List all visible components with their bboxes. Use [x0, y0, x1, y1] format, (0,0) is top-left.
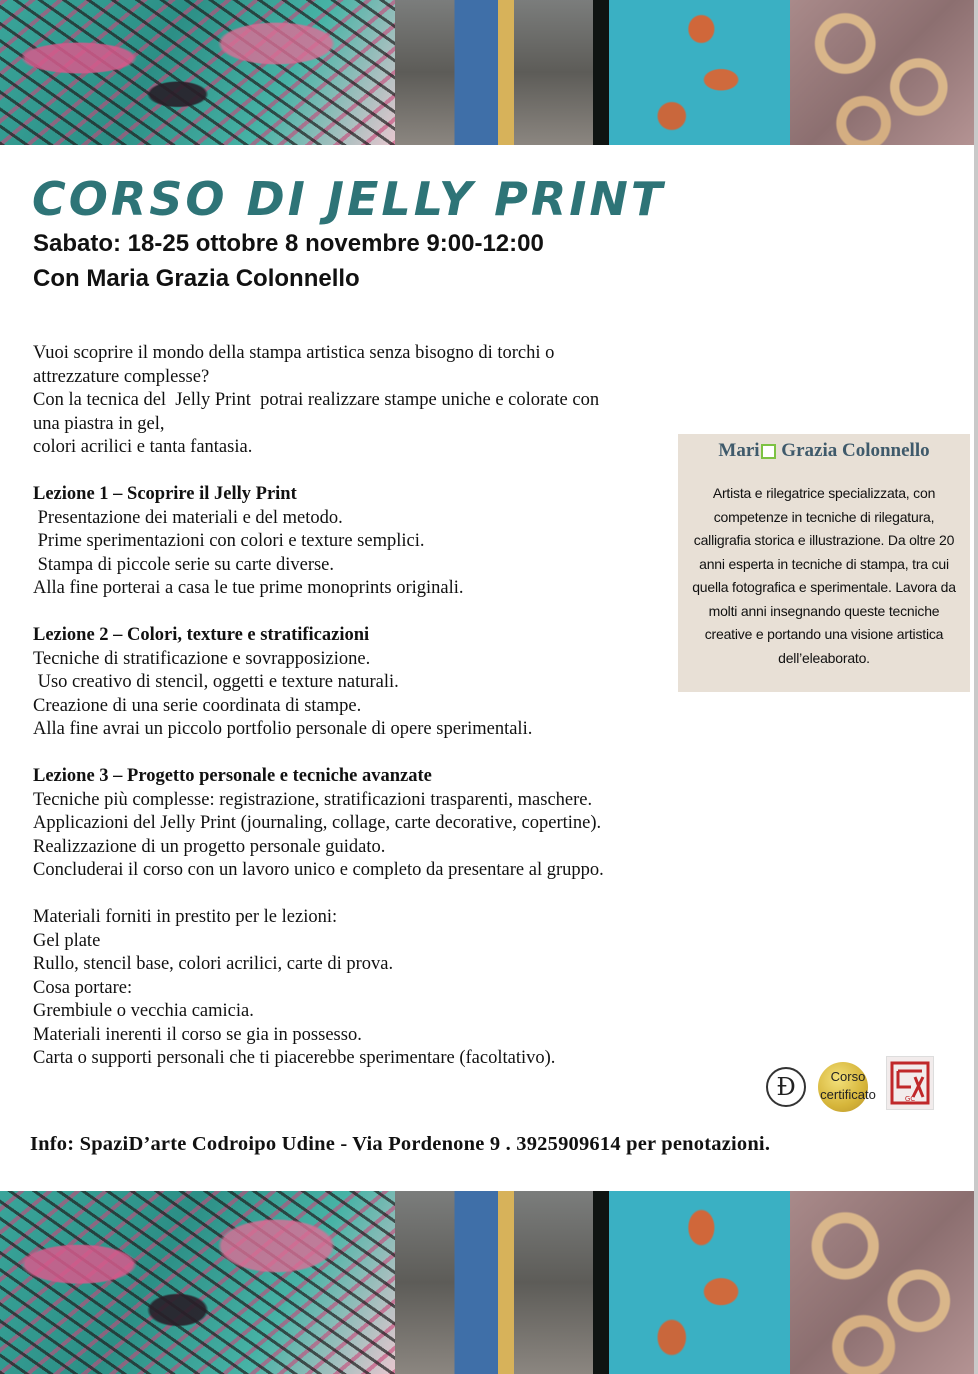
- contact-info: Info: SpaziD’arte Codroipo Udine - Via Pordenone 9 . 3925909614 per penotazioni.: [30, 1133, 771, 1155]
- intro-line: Con la tecnica del Jelly Print potrai realizzare stampe uniche e colorate con: [33, 390, 600, 410]
- bio-text: Artista e rilegatrice specializzata, con competenze in tecniche di rilegatura, calligrafia storica e illustrazione. Da oltre 20 anni esperta in tecniche di stampa, tra cui quella fotografica e sperimentale. Lavora da molti anni insegnando queste tecniche creative e portando una visione artistica dell’eleaborato.: [692, 485, 956, 666]
- seal-line: Corso: [830, 1069, 866, 1084]
- seal-line: certificato: [820, 1087, 876, 1102]
- lesson-line: Stampa di piccole serie su carte diverse.: [33, 554, 335, 575]
- materials-line: Gel plate: [33, 930, 101, 951]
- text-cursor-icon: [761, 444, 776, 459]
- lesson-line: Alla fine avrai un piccolo portfolio personale di opere sperimentali.: [33, 719, 533, 739]
- stamp-text: GC: [904, 1095, 916, 1103]
- banner-artwork-house: [395, 1191, 593, 1374]
- lesson-line: Applicazioni del Jelly Print (journaling, collage, carte decorative, copertine).: [33, 813, 602, 833]
- materials-line: Cosa portare:: [33, 977, 133, 998]
- lesson-3-title: Lezione 3 – Progetto personale e tecniche avanzate: [33, 766, 432, 786]
- lesson-line: Prime sperimentazioni con colori e texture semplici.: [33, 531, 425, 551]
- banner-artwork-flowers: [790, 0, 974, 145]
- lesson-line: Realizzazione di un progetto personale guidato.: [33, 836, 386, 857]
- lesson-line: Tecniche di stratificazione e sovrapposizione.: [33, 648, 371, 669]
- course-teacher: Con Maria Grazia Colonnello: [33, 265, 360, 292]
- lesson-1-title: Lezione 1 – Scoprire il Jelly Print: [33, 484, 297, 504]
- top-banner: [0, 0, 974, 145]
- lesson-line: Uso creativo di stencil, oggetti e texture naturali.: [33, 672, 399, 692]
- materials-line: Rullo, stencil base, colori acrilici, carte di prova.: [33, 954, 394, 974]
- materials-line: Carta o supporti personali che ti piacerebbe sperimentare (facoltativo).: [33, 1048, 556, 1068]
- intro-line: Vuoi scoprire il mondo della stampa artistica senza bisogno di torchi o: [33, 343, 555, 363]
- banner-artwork-flowers: [790, 1191, 974, 1374]
- intro-line: una piastra in gel,: [33, 413, 165, 434]
- lesson-2-title: Lezione 2 – Colori, texture e stratificazioni: [33, 625, 370, 645]
- intro-line: colori acrilici e tanta fantasia.: [33, 437, 253, 457]
- banner-artwork-leaves: [593, 1191, 790, 1374]
- page-edge: [974, 0, 978, 1374]
- lesson-line: Creazione di una serie coordinata di stampe.: [33, 695, 362, 716]
- materials-line: Materiali forniti in prestito per le lezioni:: [33, 907, 338, 927]
- red-stamp-logo-icon: [886, 1056, 934, 1110]
- banner-artwork-house: [395, 0, 593, 145]
- lesson-line: Alla fine porterai a casa le tue prime monoprints originali.: [33, 578, 464, 598]
- lesson-line: Tecniche più complesse: registrazione, stratificazioni trasparenti, maschere.: [33, 789, 593, 810]
- materials-line: Grembiule o vecchia camicia.: [33, 1001, 254, 1021]
- spazi-darte-logo-icon: Đ: [766, 1067, 806, 1107]
- lesson-line: Concluderai il corso con un lavoro unico e completo da presentare al gruppo.: [33, 860, 604, 880]
- course-description: [33, 342, 698, 1071]
- lesson-line: Presentazione dei materiali e del metodo.: [33, 507, 343, 528]
- bio-name-part: Mari: [718, 440, 760, 461]
- page-title: CORSO DI JELLY PRINT: [32, 172, 666, 226]
- intro-line: attrezzature complesse?: [33, 366, 210, 387]
- bottom-banner: [0, 1191, 974, 1374]
- banner-artwork-pink-teal: [0, 1191, 395, 1374]
- course-dates: Sabato: 18-25 ottobre 8 novembre 9:00-12:00: [33, 230, 544, 257]
- bio-name: [678, 440, 970, 462]
- banner-artwork-pink-teal: [0, 0, 395, 145]
- bio-box: [678, 434, 970, 692]
- certified-seal-label: [812, 1068, 884, 1104]
- materials-line: Materiali inerenti il corso se gia in possesso.: [33, 1024, 362, 1045]
- banner-artwork-leaves: [593, 0, 790, 145]
- bio-name-part: Grazia Colonnello: [776, 440, 930, 461]
